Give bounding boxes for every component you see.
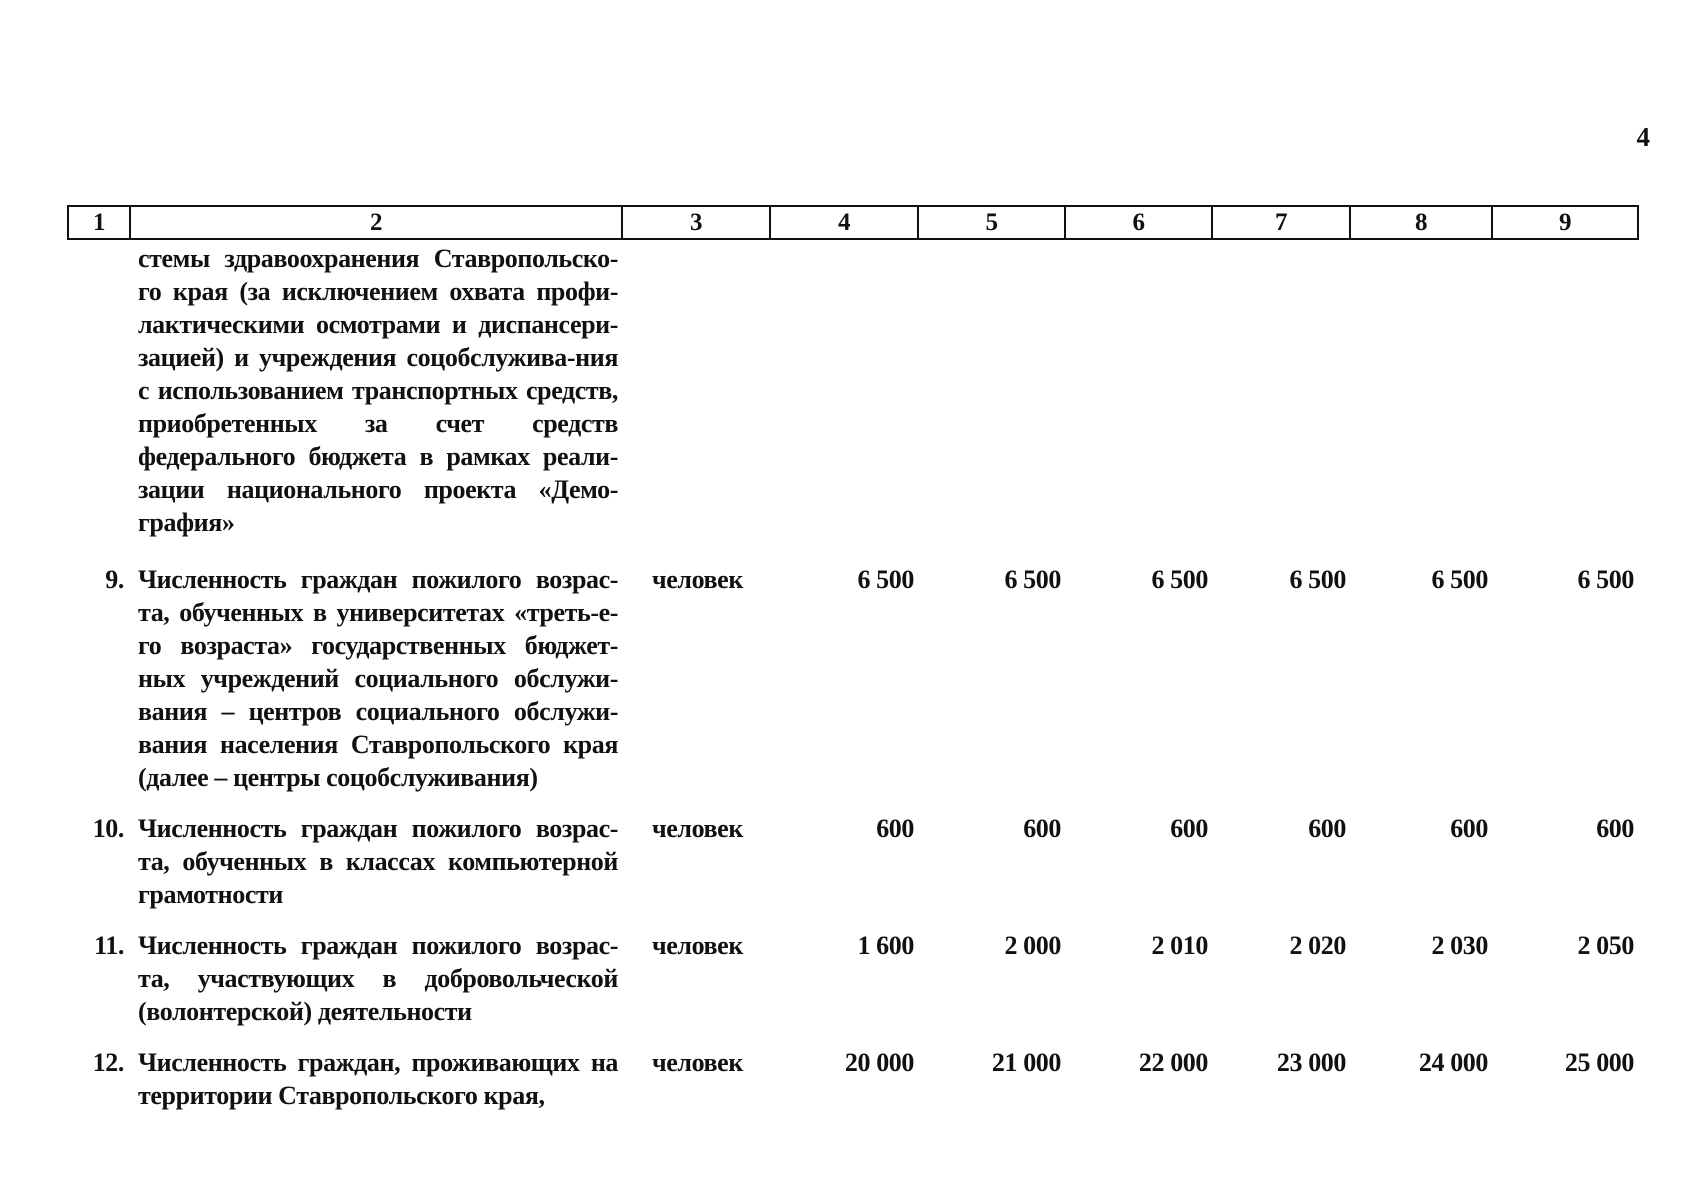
header-col-6: 6: [1065, 206, 1212, 239]
indicators-table: [67, 205, 1639, 1112]
row-description: Численность граждан пожилого возрас-та, участвующих в добровольческой (волонтерской) деятельности: [138, 931, 618, 1026]
row-value: [918, 239, 1065, 563]
table-header: [68, 206, 1638, 239]
row-unit: [622, 239, 770, 563]
row-value-col-6: 22 000: [1138, 1048, 1208, 1077]
row-value-col-6: 2 010: [1151, 931, 1208, 960]
row-value-col-5: 6 500: [1004, 565, 1061, 594]
row-value-col-5: 21 000: [991, 1048, 1061, 1077]
table-row: [68, 563, 1638, 812]
row-unit: человек: [652, 814, 743, 843]
header-col-8: 8: [1350, 206, 1492, 239]
row-value-col-9: 600: [1596, 814, 1634, 843]
row-value-col-7: 600: [1308, 814, 1346, 843]
page-number: 4: [1636, 122, 1650, 152]
row-number: 11.: [94, 931, 124, 960]
row-value-col-5: 2 000: [1004, 931, 1061, 960]
table-row: [68, 929, 1638, 1046]
row-value: [1492, 239, 1638, 563]
row-value-col-7: 2 020: [1289, 931, 1346, 960]
row-value-col-4: 20 000: [844, 1048, 914, 1077]
row-unit: человек: [652, 565, 743, 594]
row-value-col-7: 6 500: [1289, 565, 1346, 594]
header-col-3: 3: [622, 206, 770, 239]
row-value-col-4: 1 600: [857, 931, 914, 960]
row-number: 12.: [92, 1048, 124, 1077]
row-value-col-8: 24 000: [1418, 1048, 1488, 1077]
row-description: Численность граждан пожилого возрас-та, обученных в классах компьютерной грамотности: [138, 814, 618, 909]
row-value: [1065, 239, 1212, 563]
row-value-col-8: 2 030: [1431, 931, 1488, 960]
table-row-continuation: [68, 239, 1638, 563]
row-value: [1350, 239, 1492, 563]
row-value-col-4: 6 500: [857, 565, 914, 594]
row-unit: человек: [652, 1048, 743, 1077]
row-description: Численность граждан, проживающих на территории Ставропольского края,: [138, 1048, 618, 1110]
row-number: 10.: [92, 814, 124, 843]
row-unit: человек: [652, 931, 743, 960]
row-number: [68, 239, 130, 563]
row-value-col-4: 600: [876, 814, 914, 843]
header-col-4: 4: [770, 206, 918, 239]
header-col-2: 2: [130, 206, 622, 239]
table-body: [68, 239, 1638, 1112]
row-value-col-6: 600: [1170, 814, 1208, 843]
header-col-9: 9: [1492, 206, 1638, 239]
header-col-1: 1: [68, 206, 130, 239]
header-col-5: 5: [918, 206, 1065, 239]
row-value-col-9: 25 000: [1564, 1048, 1634, 1077]
row-value-col-9: 2 050: [1577, 931, 1634, 960]
row-value-col-6: 6 500: [1151, 565, 1208, 594]
row-description: стемы здравоохранения Ставропольско-го края (за исключением охвата профи-лактическими осмотрами и диспансери-зацией) и учреждения соцобслужива-ния с использованием транспортных средств, приобретенных за счет средств федерального бюджета в рамках реали-зации национального проекта «Демо-графия»: [138, 244, 618, 537]
table-row: [68, 1046, 1638, 1112]
row-value: [770, 239, 918, 563]
table-row: [68, 812, 1638, 929]
row-value-col-9: 6 500: [1577, 565, 1634, 594]
row-value-col-8: 600: [1450, 814, 1488, 843]
row-value-col-5: 600: [1023, 814, 1061, 843]
header-row: [68, 206, 1638, 239]
row-description: Численность граждан пожилого возрас-та, обученных в университетах «треть-е-го возраста» государственных бюджет-ных учреждений социального обслужи-вания – центров социального обслужи-вания населения Ставропольского края (далее – центры соцобслуживания): [138, 565, 618, 792]
row-value-col-7: 23 000: [1276, 1048, 1346, 1077]
row-value: [1212, 239, 1350, 563]
header-col-7: 7: [1212, 206, 1350, 239]
row-number: 9.: [105, 565, 124, 594]
row-value-col-8: 6 500: [1431, 565, 1488, 594]
